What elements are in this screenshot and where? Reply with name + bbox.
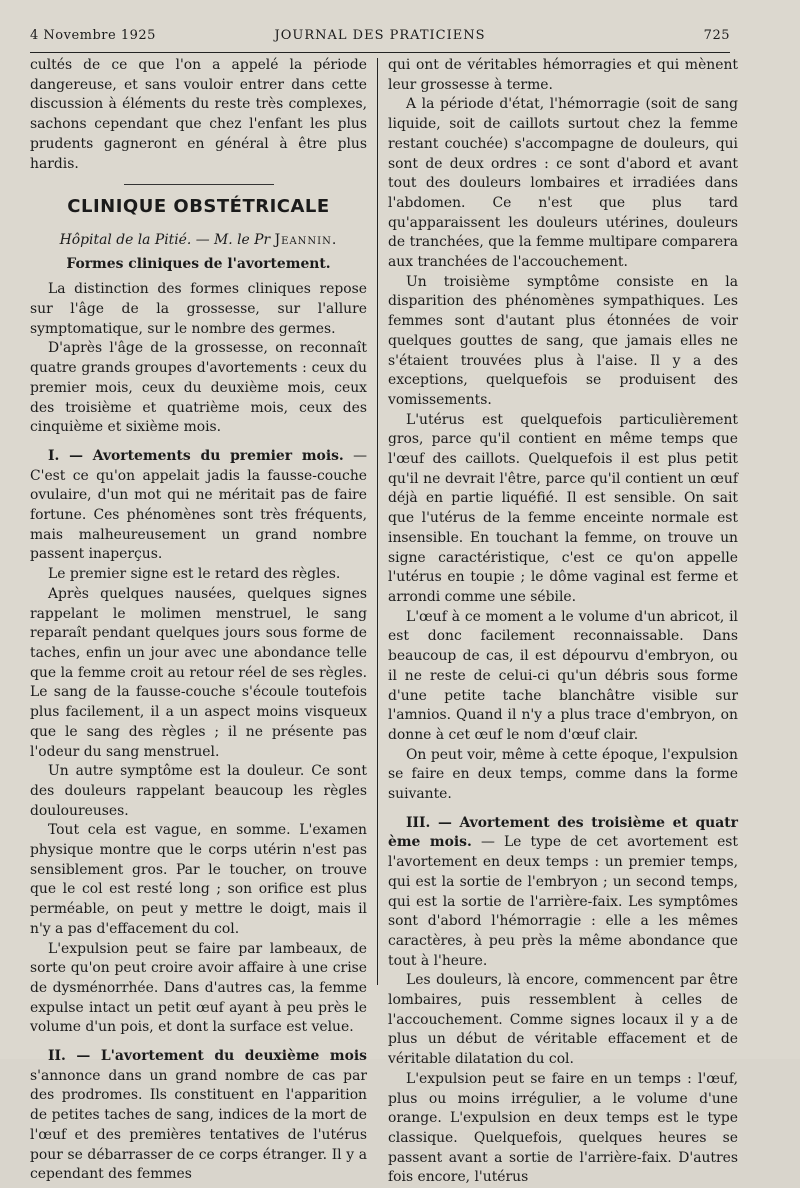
intro-paragraph: cultés de ce que l'on a appelé la période dangereuse, et sans vouloir entrer dans cette discussion à éléments du reste très complexes, sachons cependant que chez l'enfant les plus prudents gagneront en général à être plus hardis.	[30, 57, 367, 172]
left-column	[30, 56, 367, 1185]
section-two-text: s'annonce dans un grand nombre de cas par des prodromes. Ils constituent en l'apparition de petites taches de sang, indices de la mort de l'œuf et des premières tentatives de l'utérus pour se débarrasser de ce corps étranger. Il y a cependant des femmes	[30, 1067, 367, 1183]
paragraph: Un autre symptôme est la douleur. Ce sont des douleurs rappelant beaucoup les règles douloureuses.	[30, 763, 367, 819]
section-two	[30, 1047, 367, 1185]
header-date: 4 Novembre 1925	[30, 28, 156, 43]
paragraph: D'après l'âge de la grossesse, on reconnaît quatre grands groupes d'avortements : ceux du premier mois, ceux du deuxième mois, ceux des troisième et quatrième mois, ceux des cinquième et sixième mois.	[30, 340, 367, 436]
section-two-heading: II. — L'avortement du deuxième mois	[48, 1048, 367, 1065]
section-one-heading: I. — Avortements du premier mois.	[48, 447, 344, 464]
paragraph: qui ont de véritables hémorragies et qui mènent leur grossesse à terme.	[388, 57, 738, 93]
right-column	[388, 56, 738, 1188]
section-three-heading: III. — Avortement des troisième et quatr ème mois.	[388, 814, 738, 851]
section-one	[30, 447, 367, 565]
paragraph: Un troisième symptôme consiste en la disparition des phénomènes sympathiques. Les femmes sont d'autant plus étonnées de voir quelques gouttes de sang, que jamais elles ne s'étaient trouvées plus à l'aise. Il y a des exceptions, quelquefois se produisent des vomissements.	[388, 273, 738, 408]
paragraph: Tout cela est vague, en somme. L'examen physique montre que le corps utérin n'est pas sensiblement gros. Par le toucher, on trouve que le col est resté long ; son orifice est plus perméable, on peut y mettre le doigt, mais il n'y a pas d'effacement du col.	[30, 822, 367, 937]
section-rule	[124, 184, 274, 185]
header-page-number: 725	[703, 28, 730, 43]
header-rule	[30, 52, 730, 53]
paragraph: On peut voir, même à cette époque, l'expulsion se faire en deux temps, comme dans la forme suivante.	[388, 746, 738, 803]
article-subtitle: Formes cliniques de l'avortement.	[66, 255, 331, 272]
hospital-name: Hôpital de la Pitié. — M. le Pr	[59, 231, 271, 248]
column-divider	[377, 58, 378, 985]
paragraph: L'expulsion peut se faire par lambeaux, de sorte qu'on peut croire avoir affaire à une crise de dysménorrhée. Dans d'autres cas, la femme expulse intact un petit œuf ayant à peu près le volume d'un pois, et dont la surface est velue.	[30, 940, 367, 1036]
paragraph: Après quelques nausées, quelques signes rappelant le molimen menstruel, le sang reparaît pendant quelques jours sous forme de taches, enfin un jour avec une abondance telle que la femme croit au retour réel de ses règles. Le sang de la fausse-couche s'écoule toutefois plus facilement, il a un aspect moins visqueux que le sang des règles ; il ne présente pas l'odeur du sang menstruel.	[30, 585, 367, 760]
paragraph: L'œuf à ce moment a le volume d'un abricot, il est donc facilement reconnaissable. Dans beaucoup de cas, il est dépourvu d'embryon, ou il ne reste de celui-ci qu'un débris sous forme d'une petite tache blanchâtre visible sur l'amnios. Quand il n'y a plus trace d'embryon, on donne à cet œuf le nom d'œuf clair.	[388, 608, 738, 743]
paragraph: A la période d'état, l'hémorragie (soit de sang liquide, soit de caillots surtout chez la femme restant couchée) s'accompagne de douleurs, qui sont de deux ordres : ce sont d'abord et avant tout des douleurs lombaires et irradiées dans l'abdomen. Ce n'est que plus tard qu'apparaissent les douleurs utérines, douleurs de tranchées, que la femme multipare comparera aux tranchées de l'accouchement.	[388, 96, 738, 271]
running-header	[30, 28, 730, 48]
paragraph: Le premier signe est le retard des règles.	[48, 566, 341, 583]
doctor-name: Jeannin.	[274, 231, 338, 248]
section-one-text: — C'est ce qu'on appelait jadis la fausse-couche ovulaire, d'un mot qui ne méritait pas de faire fortune. Ces phénomènes sont très fréquents, mais malheureusement un grand nombre passent inaperçus.	[30, 447, 368, 563]
paragraph: La distinction des formes cliniques repose sur l'âge de la grossesse, sur l'allure symptomatique, sur le nombre des germes.	[30, 281, 367, 337]
section-title: CLINIQUE OBSTÉTRICALE	[67, 196, 330, 218]
paragraph: L'expulsion peut se faire en un temps : l'œuf, plus ou moins irrégulier, a le volume d'une orange. L'expulsion en deux temps est le type classique. Quelquefois, quelques heures se passent avant a sortie de l'arrière-faix. D'autres fois encore, l'utérus	[388, 1070, 738, 1186]
header-journal-title: JOURNAL DES PRATICIENS	[274, 28, 486, 43]
paragraph: L'utérus est quelquefois particulièrement gros, parce qu'il contient en même temps que l'œuf des caillots. Quelquefois il est plus petit qu'il ne devrait l'être, parce qu'il contient un œuf déjà en partie liquéfié. Il est sensible. On sait que l'utérus de la femme enceinte normale est insensible. En touchant la femme, on trouve un signe caractéristique, c'est ce qu'on appelle l'utérus en toupie ; le dôme vaginal est ferme et arrondi comme une sébile.	[388, 411, 738, 605]
section-three-text: — Le type de cet avortement est l'avortement en deux temps : un premier temps, qui est la sortie de l'embryon ; un second temps, qui est la sortie de l'arrière-faix. Les symptômes sont d'abord l'hémorragie : elle a les mêmes caractères, à peu près la même abondance que tout à l'heure.	[388, 834, 738, 969]
paragraph: Les douleurs, là encore, commencent par être lombaires, puis ressemblent à celles de l'accouchement. Comme signes locaux il y a de plus un début de véritable effacement et de véritable dilatation du col.	[388, 972, 738, 1068]
section-three	[388, 814, 738, 972]
hospital-line	[30, 231, 367, 251]
